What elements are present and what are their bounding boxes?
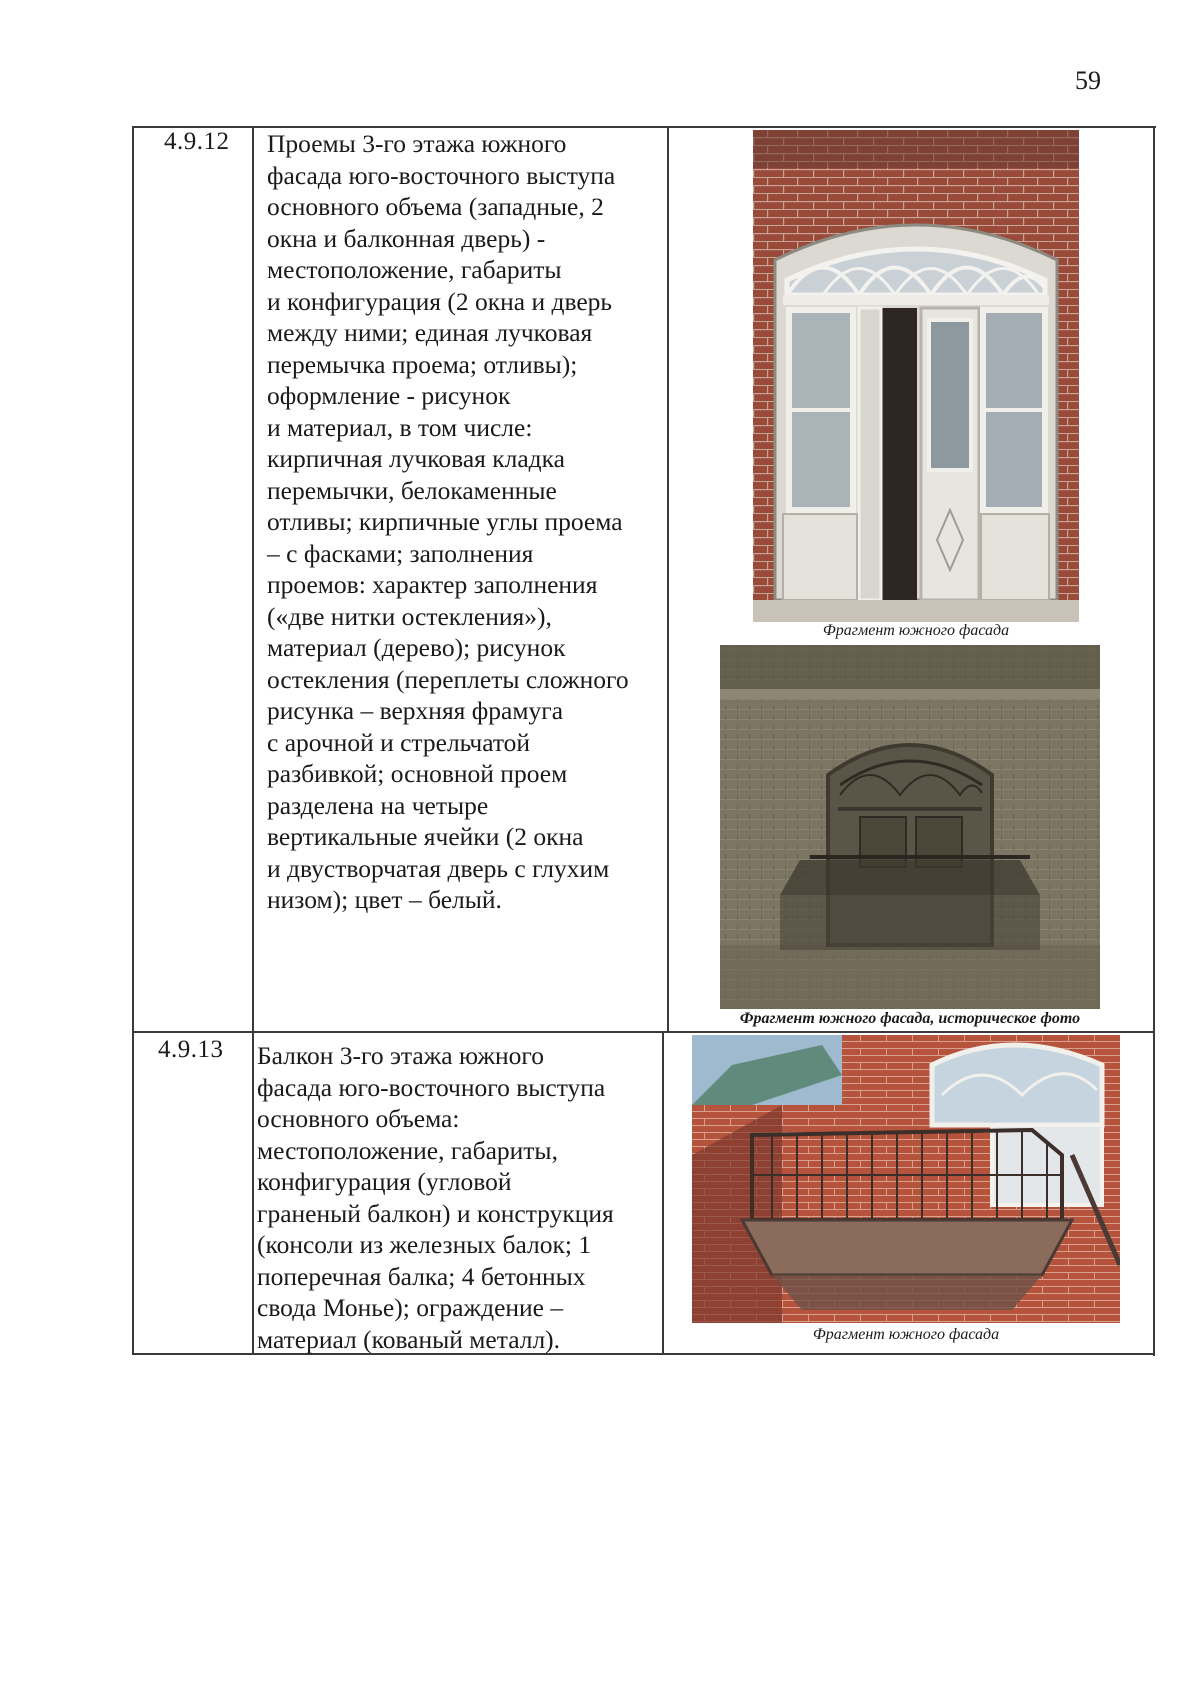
- table-border-right: [1153, 126, 1155, 1356]
- photo-caption-balcony: Фрагмент южного фасада: [812, 1326, 1000, 1343]
- row-number-4-9-12: 4.9.12: [164, 128, 230, 155]
- row-description-4-9-12: Проемы 3-го этажа южного фасада юго-восточного выступа основного объема (западные, 2 окна и балконная дверь) - местоположение, габариты и конфигурация (2 окна и дверь между ними; единая лучковая перемычка проема; отливы); оформление - рисунок и материал, в том числе: кирпичная лучковая кладка перемычки, белокаменные отливы; кирпичные углы проема – с фасками; заполнения проемов: характер заполнения («две нитки остекления»), материал (дерево); рисунок остекления (переплеты сложного рисунка – верхняя фрамуга с арочной и стрельчатой разбивкой; основной проем разделена на четыре вертикальные ячейки (2 окна и двустворчатая дверь с глухим низом); цвет – белый.: [267, 129, 629, 914]
- row-number-4-9-13: 4.9.13: [158, 1036, 224, 1063]
- photo-historical: [720, 645, 1100, 1009]
- photo-balcony: [692, 1035, 1120, 1323]
- photo-window-door: [753, 130, 1079, 622]
- row-divider: [132, 1031, 1154, 1033]
- photo-caption-historical: Фрагмент южного фасада, историческое фото: [739, 1010, 1081, 1027]
- page-number: 59: [1075, 66, 1101, 95]
- column-divider-2-lower: [662, 1032, 664, 1354]
- column-divider-1: [252, 126, 254, 1354]
- row-description-4-9-13: Балкон 3-го этажа южного фасада юго-восточного выступа основного объема: местоположение, габариты, конфигурация (угловой граненый балкон) и конструкция (консоли из железных балок; 1 поперечная балка; 4 бетонных свода Монье); ограждение – материал (кованый металл).: [257, 1041, 614, 1354]
- window-door-photo-icon: [753, 130, 1079, 622]
- column-divider-2: [667, 126, 669, 1032]
- photo-caption-window-door: Фрагмент южного фасада: [822, 622, 1010, 639]
- balcony-photo-icon: [692, 1035, 1120, 1323]
- historical-photo-icon: [720, 645, 1100, 1009]
- table-border-left: [132, 126, 134, 1354]
